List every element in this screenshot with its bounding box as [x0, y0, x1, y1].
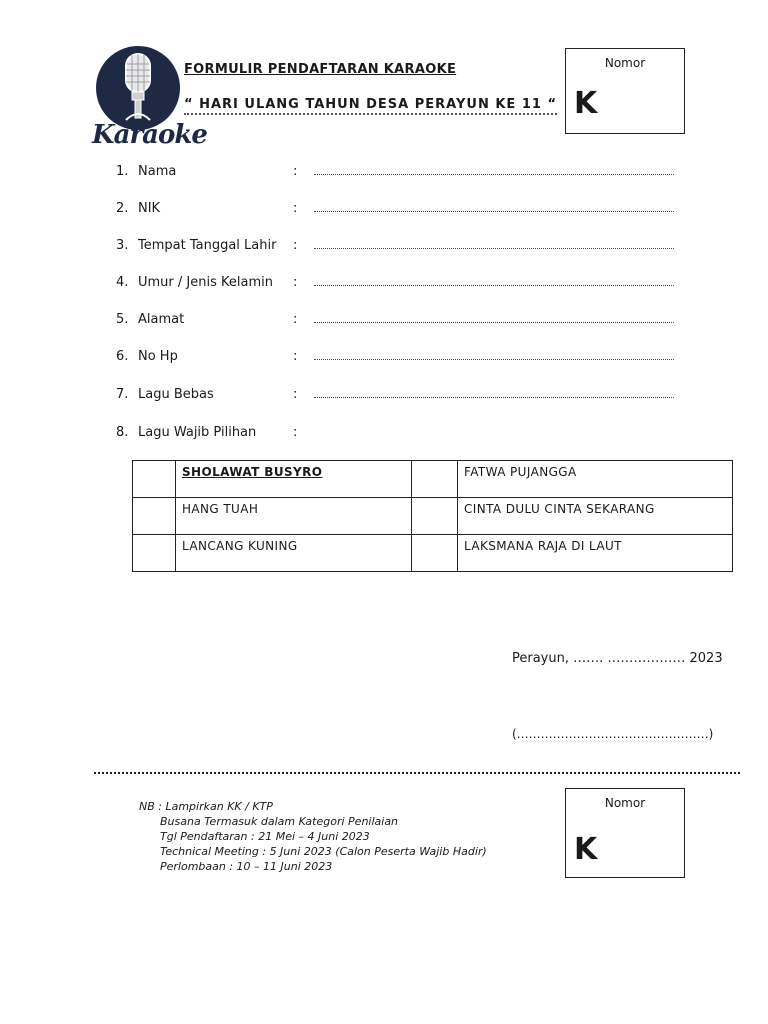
song-name: FATWA PUJANGGA [458, 461, 733, 498]
field-tempat-tanggal-lahir [0, 238, 768, 256]
field-input-line[interactable] [314, 248, 674, 249]
nomor-label: Nomor [604, 796, 646, 810]
field-input-line[interactable] [314, 322, 674, 323]
field-label: Lagu Wajib Pilihan [138, 425, 257, 440]
field-label: Tempat Tanggal Lahir [138, 238, 277, 253]
karaoke-logo [92, 44, 207, 156]
field-umur-jenis-kelamin [0, 275, 768, 293]
song-choice-table [132, 460, 733, 572]
field-nik [0, 201, 768, 219]
note-line: NB : Lampirkan KK / KTP [139, 800, 273, 813]
song-name: LAKSMANA RAJA DI LAUT [458, 535, 733, 572]
field-number: 6. [116, 349, 129, 364]
registration-number-box-top [565, 48, 685, 134]
field-number: 2. [116, 201, 129, 216]
field-alamat [0, 312, 768, 330]
cut-line-divider [94, 772, 740, 774]
field-lagu-bebas [0, 387, 768, 405]
field-input-line[interactable] [314, 211, 674, 212]
song-checkbox[interactable] [412, 461, 458, 498]
song-checkbox[interactable] [412, 498, 458, 535]
song-name-text: SHOLAWAT BUSYRO [182, 465, 323, 479]
field-input-line[interactable] [314, 359, 674, 360]
field-label: Nama [138, 164, 177, 179]
song-checkbox[interactable] [412, 535, 458, 572]
field-input-line[interactable] [314, 174, 674, 175]
field-colon: : [293, 349, 298, 364]
field-number: 7. [116, 387, 129, 402]
song-name: LANCANG KUNING [176, 535, 412, 572]
field-number: 5. [116, 312, 129, 327]
table-row [133, 535, 733, 572]
field-number: 1. [116, 164, 129, 179]
field-number: 8. [116, 425, 129, 440]
place-date-line[interactable]: Perayun, ……. ……………… 2023 [512, 651, 723, 666]
field-colon: : [293, 164, 298, 179]
field-number: 4. [116, 275, 129, 290]
nomor-label: Nomor [604, 56, 646, 70]
field-colon: : [293, 312, 298, 327]
field-input-line[interactable] [314, 397, 674, 398]
field-number: 3. [116, 238, 129, 253]
field-colon: : [293, 238, 298, 253]
field-label: NIK [138, 201, 161, 216]
nomor-code: K [574, 832, 598, 867]
field-label: Lagu Bebas [138, 387, 214, 402]
note-line: Busana Termasuk dalam Kategori Penilaian [160, 815, 399, 828]
table-row [133, 461, 733, 498]
field-label: No Hp [138, 349, 178, 364]
table-row [133, 498, 733, 535]
registration-number-box-bottom [565, 788, 685, 878]
song-checkbox[interactable] [133, 461, 176, 498]
field-label: Umur / Jenis Kelamin [138, 275, 273, 290]
note-line: Tgl Pendaftaran : 21 Mei – 4 Juni 2023 [160, 830, 370, 843]
field-lagu-wajib-pilihan [0, 425, 768, 443]
nomor-code: K [574, 86, 598, 121]
song-checkbox[interactable] [133, 535, 176, 572]
song-name: HANG TUAH [176, 498, 412, 535]
field-nama [0, 164, 768, 182]
field-colon: : [293, 425, 298, 440]
signature-name-line[interactable]: (…………………………………………) [512, 727, 714, 741]
song-name [176, 461, 412, 498]
note-line: Technical Meeting : 5 Juni 2023 (Calon Peserta Wajib Hadir) [160, 845, 487, 858]
field-colon: : [293, 275, 298, 290]
song-checkbox[interactable] [133, 498, 176, 535]
microphone-icon [96, 46, 180, 130]
form-title: FORMULIR PENDAFTARAN KARAOKE [184, 62, 457, 77]
field-colon: : [293, 387, 298, 402]
logo-text: Karaoke [92, 120, 207, 150]
field-input-line[interactable] [314, 285, 674, 286]
event-subtitle: “ HARI ULANG TAHUN DESA PERAYUN KE 11 “ [184, 97, 557, 115]
field-label: Alamat [138, 312, 185, 327]
field-no-hp [0, 349, 768, 367]
song-name: CINTA DULU CINTA SEKARANG [458, 498, 733, 535]
field-colon: : [293, 201, 298, 216]
note-line: Perlombaan : 10 – 11 Juni 2023 [160, 860, 333, 873]
